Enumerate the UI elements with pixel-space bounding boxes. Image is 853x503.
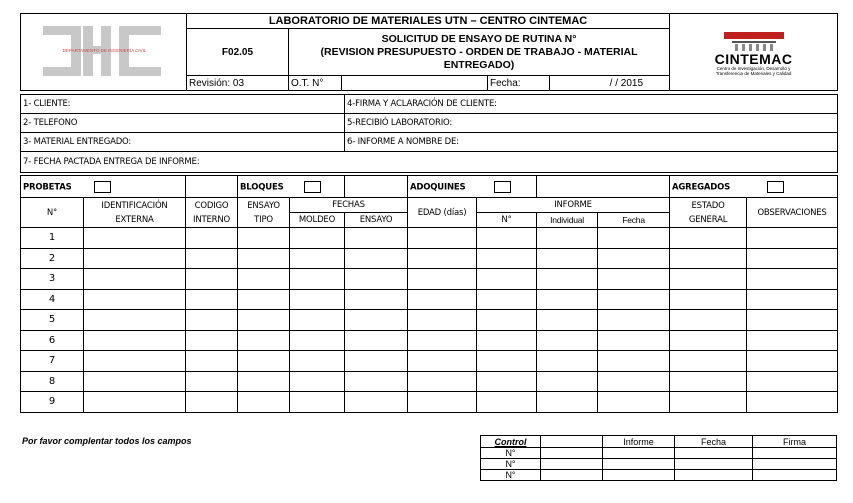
- row-cell[interactable]: [747, 351, 838, 372]
- row-cell[interactable]: [345, 228, 408, 249]
- bloques-label: BLOQUES: [240, 182, 284, 192]
- row-cell[interactable]: [84, 351, 186, 372]
- row-cell[interactable]: [238, 371, 290, 392]
- row-cell[interactable]: [84, 269, 186, 290]
- date-value[interactable]: / / 2015: [550, 76, 670, 91]
- control-cell[interactable]: [675, 459, 753, 470]
- control-blank[interactable]: [541, 436, 603, 448]
- col-fechas: FECHAS: [290, 198, 408, 213]
- form-title-line-1: SOLICITUD DE ENSAYO DE RUTINA N°: [381, 32, 577, 45]
- row-cell[interactable]: [345, 330, 408, 351]
- row-cell[interactable]: [408, 248, 477, 269]
- header-table: [20, 13, 838, 91]
- row-cell[interactable]: [747, 289, 838, 310]
- col-fecha: Fecha: [598, 213, 670, 228]
- fecha-label: Fecha:: [488, 76, 550, 91]
- fecha-pactada-field[interactable]: 7- FECHA PACTADA ENTREGA DE INFORME:: [21, 152, 838, 173]
- row-cell[interactable]: [477, 248, 537, 269]
- control-n-2: N°: [481, 459, 541, 470]
- row-cell[interactable]: [186, 392, 238, 413]
- footer-note: Por favor complentar todos los campos: [22, 436, 192, 446]
- row-cell[interactable]: [238, 248, 290, 269]
- row-cell[interactable]: [477, 371, 537, 392]
- control-cell[interactable]: [675, 448, 753, 459]
- sample-rows: [21, 228, 838, 413]
- col-ensayo-tipo-1: ENSAYO: [247, 200, 280, 211]
- control-cell[interactable]: [753, 459, 837, 470]
- row-cell[interactable]: [84, 228, 186, 249]
- row-cell[interactable]: [290, 330, 345, 351]
- table-row: [21, 269, 838, 290]
- row-cell[interactable]: [345, 310, 408, 331]
- row-cell[interactable]: [84, 310, 186, 331]
- col-estado-2: GENERAL: [688, 214, 728, 225]
- control-cell[interactable]: [603, 459, 675, 470]
- row-cell[interactable]: [537, 228, 598, 249]
- telefono-field[interactable]: 2- TELEFONO: [21, 114, 345, 133]
- row-cell[interactable]: [747, 248, 838, 269]
- row-cell[interactable]: [290, 392, 345, 413]
- material-field[interactable]: 3- MATERIAL ENTREGADO:: [21, 133, 345, 152]
- adoquines-checkbox[interactable]: [494, 181, 511, 193]
- row-cell[interactable]: [290, 248, 345, 269]
- control-n-1: N°: [481, 448, 541, 459]
- row-cell[interactable]: [186, 371, 238, 392]
- row-cell[interactable]: [84, 392, 186, 413]
- row-cell[interactable]: [408, 351, 477, 372]
- recibio-field[interactable]: 5-RECIBIÓ LABORATORIO:: [345, 114, 838, 133]
- row-number: 5: [21, 310, 84, 331]
- adoquines-type: [408, 176, 537, 198]
- row-cell[interactable]: [84, 371, 186, 392]
- row-cell[interactable]: [477, 269, 537, 290]
- control-label: Control: [481, 436, 541, 448]
- row-cell[interactable]: [670, 330, 747, 351]
- col-identificacion-2: EXTERNA: [115, 214, 154, 225]
- col-codigo-2: INTERNO: [193, 214, 230, 225]
- row-number: 7: [21, 351, 84, 372]
- row-cell[interactable]: [290, 371, 345, 392]
- row-cell[interactable]: [345, 351, 408, 372]
- col-n: N°: [21, 198, 84, 228]
- row-cell[interactable]: [345, 248, 408, 269]
- table-row: [21, 228, 838, 249]
- row-cell[interactable]: [408, 310, 477, 331]
- revision: Revisión: 03: [187, 76, 289, 91]
- row-cell[interactable]: [598, 392, 670, 413]
- row-number: 2: [21, 248, 84, 269]
- row-cell[interactable]: [477, 392, 537, 413]
- row-cell[interactable]: [345, 289, 408, 310]
- row-cell[interactable]: [747, 392, 838, 413]
- row-cell[interactable]: [670, 351, 747, 372]
- row-cell[interactable]: [477, 310, 537, 331]
- client-info-table: [20, 94, 838, 173]
- row-cell[interactable]: [598, 269, 670, 290]
- row-cell[interactable]: [408, 371, 477, 392]
- row-cell[interactable]: [477, 228, 537, 249]
- row-cell[interactable]: [408, 269, 477, 290]
- col-identificacion: [84, 198, 186, 228]
- row-cell[interactable]: [537, 351, 598, 372]
- cintemac-logo-name: CINTEMAC: [714, 51, 793, 67]
- row-cell[interactable]: [747, 310, 838, 331]
- row-cell[interactable]: [598, 310, 670, 331]
- col-identificacion-1: IDENTIFICACIÓN: [101, 200, 168, 211]
- row-cell[interactable]: [238, 310, 290, 331]
- control-informe: Informe: [603, 436, 675, 448]
- sample-table: [20, 175, 838, 413]
- row-cell[interactable]: [238, 351, 290, 372]
- row-cell[interactable]: [186, 310, 238, 331]
- row-number: 6: [21, 330, 84, 351]
- row-cell[interactable]: [477, 351, 537, 372]
- row-number: 9: [21, 392, 84, 413]
- row-cell[interactable]: [670, 371, 747, 392]
- control-fecha: Fecha: [675, 436, 753, 448]
- row-cell[interactable]: [186, 269, 238, 290]
- probetas-type: [21, 176, 186, 198]
- row-cell[interactable]: [186, 351, 238, 372]
- row-cell[interactable]: [670, 269, 747, 290]
- row-cell[interactable]: [84, 330, 186, 351]
- row-cell[interactable]: [408, 392, 477, 413]
- form-title: [289, 29, 670, 76]
- col-moldeo: MOLDEO: [290, 213, 345, 228]
- row-cell[interactable]: [238, 289, 290, 310]
- row-cell[interactable]: [408, 330, 477, 351]
- bloques-checkbox[interactable]: [304, 181, 321, 193]
- col-observaciones: OBSERVACIONES: [747, 198, 838, 228]
- row-cell[interactable]: [408, 228, 477, 249]
- col-estado-1: ESTADO: [691, 200, 725, 211]
- right-logo-cell: [670, 14, 838, 91]
- row-cell[interactable]: [670, 392, 747, 413]
- table-row: [21, 310, 838, 331]
- col-estado: [670, 198, 747, 228]
- row-cell[interactable]: [670, 289, 747, 310]
- informe-nombre-field[interactable]: 6- INFORME A NOMBRE DE:: [345, 133, 838, 152]
- control-n-3: N°: [481, 470, 541, 481]
- type-spacer: [345, 176, 408, 198]
- ot-label: O.T. N°: [289, 76, 342, 91]
- row-cell[interactable]: [598, 330, 670, 351]
- type-spacer: [537, 176, 670, 198]
- table-row: [21, 371, 838, 392]
- firma-cliente-field[interactable]: 4-FIRMA Y ACLARACIÓN DE CLIENTE:: [345, 95, 838, 114]
- row-cell[interactable]: [84, 248, 186, 269]
- row-cell[interactable]: [84, 289, 186, 310]
- adoquines-label: ADOQUINES: [410, 182, 466, 192]
- form-title-line-3: ENTREGADO): [443, 58, 515, 71]
- cintemac-caption-2: Transferencia de Materiales y Calidad: [715, 71, 792, 76]
- row-cell[interactable]: [598, 228, 670, 249]
- ot-value[interactable]: [342, 76, 488, 91]
- row-cell[interactable]: [186, 248, 238, 269]
- cliente-field[interactable]: 1- CLIENTE:: [21, 95, 345, 114]
- bloques-type: [238, 176, 345, 198]
- row-cell[interactable]: [598, 248, 670, 269]
- row-cell[interactable]: [477, 289, 537, 310]
- left-logo-caption: DEPARTAMENTO DE INGENIERÍA CIVIL: [62, 47, 147, 53]
- col-codigo: [186, 198, 238, 228]
- col-individual: Individual: [537, 213, 598, 228]
- row-number: 4: [21, 289, 84, 310]
- row-cell[interactable]: [747, 371, 838, 392]
- row-number: 8: [21, 371, 84, 392]
- row-cell[interactable]: [238, 392, 290, 413]
- row-cell[interactable]: [290, 269, 345, 290]
- row-cell[interactable]: [290, 289, 345, 310]
- row-cell[interactable]: [670, 248, 747, 269]
- left-logo-cell: [21, 14, 187, 91]
- row-cell[interactable]: [238, 269, 290, 290]
- row-cell[interactable]: [598, 351, 670, 372]
- table-row: [21, 392, 838, 413]
- row-cell[interactable]: [345, 392, 408, 413]
- table-row: [21, 351, 838, 372]
- row-cell[interactable]: [537, 392, 598, 413]
- row-cell[interactable]: [186, 289, 238, 310]
- lab-title: LABORATORIO DE MATERIALES UTN – CENTRO CINTEMAC: [187, 14, 670, 29]
- row-number: 3: [21, 269, 84, 290]
- row-cell[interactable]: [537, 330, 598, 351]
- row-cell[interactable]: [238, 228, 290, 249]
- control-cell[interactable]: [603, 470, 675, 481]
- row-cell[interactable]: [345, 371, 408, 392]
- row-cell[interactable]: [290, 228, 345, 249]
- row-cell[interactable]: [598, 289, 670, 310]
- row-cell[interactable]: [670, 310, 747, 331]
- control-cell[interactable]: [603, 448, 675, 459]
- agregados-checkbox[interactable]: [767, 181, 784, 193]
- row-cell[interactable]: [408, 289, 477, 310]
- table-row: [21, 289, 838, 310]
- row-cell[interactable]: [747, 269, 838, 290]
- row-cell[interactable]: [537, 310, 598, 331]
- control-cell[interactable]: [675, 470, 753, 481]
- cintemac-caption-1: Centro de Investigación, Desarrollo y: [716, 66, 791, 71]
- probetas-checkbox[interactable]: [94, 181, 111, 193]
- row-cell[interactable]: [186, 228, 238, 249]
- probetas-label: PROBETAS: [23, 182, 72, 192]
- table-row: [21, 248, 838, 269]
- row-cell[interactable]: [537, 248, 598, 269]
- row-cell[interactable]: [238, 330, 290, 351]
- col-informe: INFORME: [477, 198, 670, 213]
- col-edad: EDAD (días): [408, 198, 477, 228]
- form-code: F02.05: [187, 29, 289, 76]
- row-cell[interactable]: [290, 310, 345, 331]
- control-cell[interactable]: [541, 470, 603, 481]
- control-cell[interactable]: [753, 448, 837, 459]
- row-cell[interactable]: [477, 330, 537, 351]
- row-cell[interactable]: [747, 330, 838, 351]
- control-cell[interactable]: [753, 470, 837, 481]
- col-informe-n: N°: [477, 213, 537, 228]
- row-cell[interactable]: [345, 269, 408, 290]
- row-cell[interactable]: [537, 371, 598, 392]
- control-table: [480, 435, 837, 481]
- type-spacer: [186, 176, 238, 198]
- control-cell[interactable]: [541, 448, 603, 459]
- row-cell[interactable]: [537, 289, 598, 310]
- table-row: [21, 330, 838, 351]
- col-ensayo-tipo-2: TIPO: [254, 214, 273, 225]
- row-cell[interactable]: [747, 228, 838, 249]
- agregados-type: [670, 176, 838, 198]
- row-number: 1: [21, 228, 84, 249]
- agregados-label: AGREGADOS: [672, 182, 731, 192]
- control-cell[interactable]: [541, 459, 603, 470]
- row-cell[interactable]: [670, 228, 747, 249]
- col-codigo-1: CODIGO: [194, 200, 229, 211]
- row-cell[interactable]: [186, 330, 238, 351]
- col-ensayo: ENSAYO: [345, 213, 408, 228]
- row-cell[interactable]: [290, 351, 345, 372]
- cintemac-building-icon: [724, 32, 784, 52]
- control-firma: Firma: [753, 436, 837, 448]
- row-cell[interactable]: [537, 269, 598, 290]
- form-title-line-2: (REVISION PRESUPUESTO - ORDEN DE TRABAJO - MATERIAL: [320, 45, 638, 58]
- row-cell[interactable]: [598, 371, 670, 392]
- col-ensayo-tipo: [238, 198, 290, 228]
